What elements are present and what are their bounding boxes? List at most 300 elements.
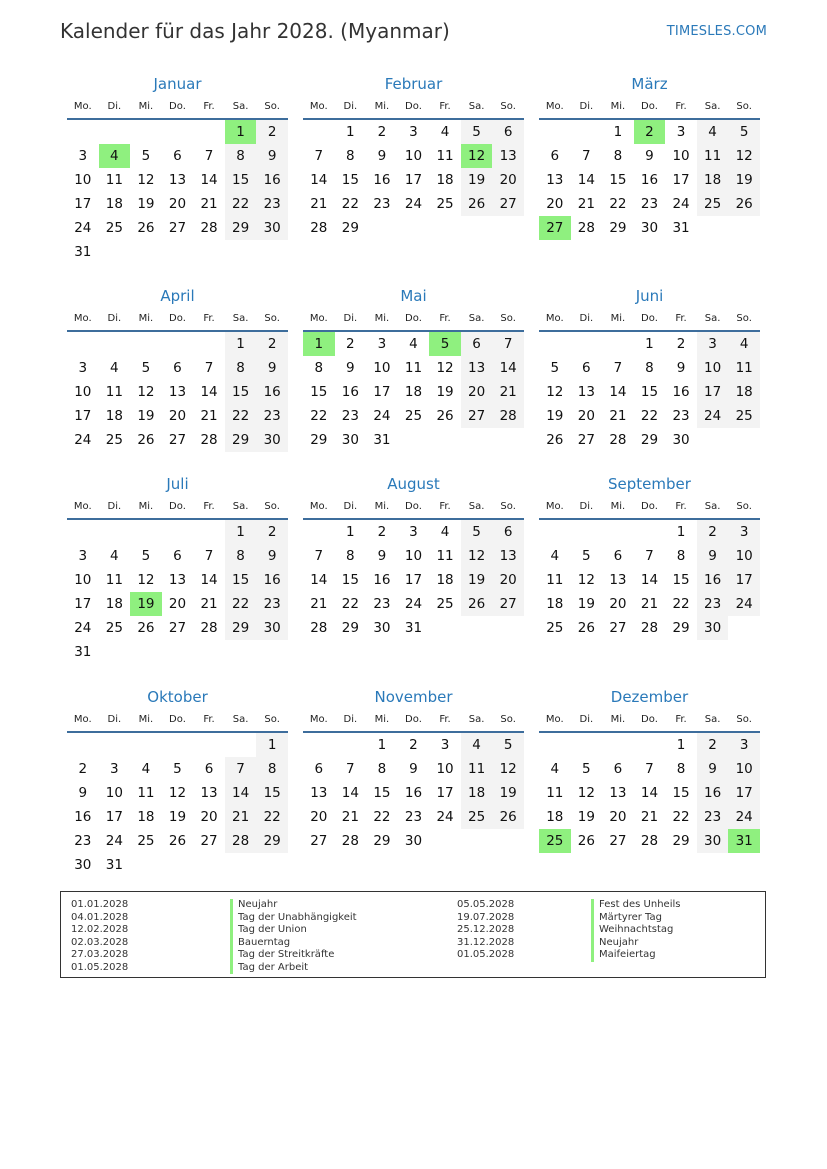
day-cell: 5 xyxy=(141,360,151,376)
day-cell: 9 xyxy=(256,544,288,568)
day-cell: 16 xyxy=(697,568,729,592)
day-cell: 24 xyxy=(74,432,92,448)
holiday-date: 05.05.2028 xyxy=(457,899,515,910)
day-cell: 27 xyxy=(168,432,187,448)
holiday-name: Neujahr xyxy=(230,899,357,912)
day-cell: 14 xyxy=(310,572,328,588)
day-cell: 6 xyxy=(173,360,182,376)
day-cell: 20 xyxy=(546,196,564,212)
day-cell: 24 xyxy=(74,220,92,236)
day-cell: 13 xyxy=(200,785,218,801)
day-cell: 1 xyxy=(225,520,257,544)
holiday-legend xyxy=(60,891,766,978)
empty-cell xyxy=(602,520,634,544)
weekday-label: Do. xyxy=(169,101,186,112)
empty-cell xyxy=(571,520,603,544)
day-cell: 23 xyxy=(373,196,391,212)
empty-cell xyxy=(193,520,225,544)
day-cell: 23 xyxy=(640,196,659,212)
day-cell: 29 xyxy=(672,620,690,636)
day-cell: 22 xyxy=(310,408,328,424)
weekday-header xyxy=(539,96,760,120)
day-cell: 7 xyxy=(613,360,623,376)
month-3 xyxy=(539,72,760,240)
weekday-label: Fr. xyxy=(203,313,215,324)
day-cell: 11 xyxy=(728,356,760,380)
day-cell: 25 xyxy=(546,620,564,636)
day-cell: 4 xyxy=(440,124,450,140)
day-cell: 7 xyxy=(204,148,214,164)
month-5 xyxy=(303,284,524,452)
weekday-label: Do. xyxy=(641,714,658,725)
weekday-label: So. xyxy=(500,313,516,324)
day-cell: 27 xyxy=(310,833,328,849)
day-cell: 26 xyxy=(577,620,595,636)
day-cell: 13 xyxy=(609,785,627,801)
weekday-header xyxy=(67,709,288,733)
holiday-name: Maifeiertag xyxy=(591,949,680,962)
day-cell: 6 xyxy=(492,520,524,544)
legend-dates-col1 xyxy=(71,899,128,974)
weekday-label: Sa. xyxy=(704,714,721,725)
day-grid xyxy=(67,733,288,877)
day-cell: 14 xyxy=(341,785,359,801)
day-cell: 8 xyxy=(676,548,686,564)
day-cell: 16 xyxy=(256,168,288,192)
day-cell: 10 xyxy=(728,757,760,781)
weekday-label: Di. xyxy=(107,501,122,512)
day-cell: 9 xyxy=(256,144,288,168)
day-cell: 3 xyxy=(697,332,729,356)
day-cell: 28 xyxy=(341,833,359,849)
day-cell: 5 xyxy=(141,148,151,164)
holiday-day-cell: 1 xyxy=(225,120,257,144)
weekday-header xyxy=(539,308,760,332)
empty-cell xyxy=(193,120,225,144)
weekday-header xyxy=(67,308,288,332)
weekday-label: Sa. xyxy=(704,313,721,324)
day-cell: 30 xyxy=(341,432,359,448)
day-cell: 3 xyxy=(110,761,119,777)
day-cell: 25 xyxy=(436,596,454,612)
day-cell: 18 xyxy=(728,380,760,404)
empty-cell xyxy=(571,733,603,757)
holiday-day-cell: 27 xyxy=(539,216,571,240)
day-cell: 28 xyxy=(310,620,328,636)
day-cell: 23 xyxy=(697,592,729,616)
day-cell: 25 xyxy=(137,833,155,849)
day-cell: 18 xyxy=(436,172,454,188)
day-cell: 30 xyxy=(697,829,729,853)
holiday-name: Tag der Streitkräfte xyxy=(230,949,357,962)
holiday-day-cell: 31 xyxy=(728,829,760,853)
day-cell: 27 xyxy=(609,620,627,636)
day-cell: 3 xyxy=(377,336,387,352)
day-cell: 18 xyxy=(105,196,123,212)
day-cell: 29 xyxy=(609,220,627,236)
holiday-day-cell: 2 xyxy=(634,120,666,144)
day-cell: 27 xyxy=(492,592,524,616)
day-cell: 5 xyxy=(550,360,560,376)
day-cell: 6 xyxy=(582,360,591,376)
day-grid xyxy=(67,120,288,264)
holiday-day-cell: 12 xyxy=(461,144,493,168)
day-cell: 4 xyxy=(728,332,760,356)
day-cell: 6 xyxy=(314,761,324,777)
holiday-date: 27.03.2028 xyxy=(71,949,129,960)
day-cell: 2 xyxy=(697,520,729,544)
weekday-label: So. xyxy=(264,313,280,324)
day-cell: 23 xyxy=(697,805,729,829)
day-cell: 24 xyxy=(672,196,690,212)
weekday-label: Di. xyxy=(343,714,358,725)
weekday-label: Mo. xyxy=(545,714,564,725)
day-cell: 5 xyxy=(141,548,151,564)
day-cell: 29 xyxy=(373,833,391,849)
empty-cell xyxy=(602,332,634,356)
holiday-name: Märtyrer Tag xyxy=(591,912,680,925)
weekday-label: Mo. xyxy=(545,101,564,112)
weekday-label: Mo. xyxy=(73,101,92,112)
day-cell: 24 xyxy=(404,596,423,612)
day-cell: 14 xyxy=(200,172,218,188)
day-cell: 16 xyxy=(697,781,729,805)
month-name: August xyxy=(387,475,440,493)
day-cell: 10 xyxy=(373,360,391,376)
day-cell: 21 xyxy=(609,408,627,424)
day-cell: 6 xyxy=(173,148,182,164)
empty-cell xyxy=(99,332,131,356)
brand-link[interactable]: TIMESLES.COM xyxy=(666,24,767,39)
weekday-label: Sa. xyxy=(704,101,721,112)
day-cell: 30 xyxy=(373,620,391,636)
day-cell: 12 xyxy=(577,785,595,801)
day-cell: 14 xyxy=(492,356,524,380)
day-cell: 21 xyxy=(577,196,595,212)
day-cell: 2 xyxy=(377,524,387,540)
day-cell: 26 xyxy=(137,620,155,636)
day-cell: 21 xyxy=(640,809,659,825)
holiday-day-cell: 1 xyxy=(303,332,335,356)
day-cell: 13 xyxy=(609,572,627,588)
day-cell: 12 xyxy=(728,144,760,168)
holiday-day-cell: 19 xyxy=(130,592,162,616)
month-7 xyxy=(67,472,288,664)
day-cell: 22 xyxy=(640,408,659,424)
weekday-label: Do. xyxy=(641,101,658,112)
weekday-label: Di. xyxy=(579,101,594,112)
month-name: Oktober xyxy=(147,688,208,706)
day-cell: 20 xyxy=(461,380,493,404)
day-cell: 21 xyxy=(310,196,328,212)
weekday-header xyxy=(67,496,288,520)
day-cell: 2 xyxy=(256,120,288,144)
day-cell: 4 xyxy=(141,761,151,777)
weekday-label: Di. xyxy=(579,501,594,512)
weekday-label: Sa. xyxy=(468,313,485,324)
weekday-label: Mi. xyxy=(138,101,154,112)
weekday-label: Do. xyxy=(641,501,658,512)
day-cell: 10 xyxy=(672,148,690,164)
day-cell: 11 xyxy=(436,148,454,164)
day-cell: 8 xyxy=(645,360,654,376)
day-cell: 15 xyxy=(672,572,690,588)
day-cell: 25 xyxy=(105,220,123,236)
day-cell: 1 xyxy=(676,737,686,753)
weekday-header xyxy=(539,496,760,520)
weekday-label: Mi. xyxy=(138,714,154,725)
day-cell: 10 xyxy=(74,172,92,188)
day-cell: 8 xyxy=(225,144,257,168)
day-cell: 24 xyxy=(105,833,123,849)
day-cell: 24 xyxy=(436,809,454,825)
day-cell: 10 xyxy=(728,544,760,568)
day-cell: 17 xyxy=(728,568,760,592)
weekday-header xyxy=(303,496,524,520)
day-cell: 11 xyxy=(697,144,729,168)
day-cell: 3 xyxy=(409,124,418,140)
day-cell: 28 xyxy=(200,432,218,448)
holiday-name: Weihnachtstag xyxy=(591,924,680,937)
day-cell: 10 xyxy=(404,548,423,564)
day-cell: 2 xyxy=(346,336,355,352)
month-4 xyxy=(67,284,288,452)
day-cell: 24 xyxy=(697,404,729,428)
weekday-label: Di. xyxy=(343,501,358,512)
day-cell: 4 xyxy=(697,120,729,144)
weekday-header xyxy=(539,709,760,733)
day-cell: 18 xyxy=(697,168,729,192)
day-cell: 16 xyxy=(640,172,659,188)
weekday-label: Mo. xyxy=(309,313,328,324)
day-cell: 11 xyxy=(546,785,564,801)
day-cell: 7 xyxy=(204,360,214,376)
day-cell: 8 xyxy=(225,356,257,380)
day-cell: 7 xyxy=(645,761,654,777)
day-cell: 16 xyxy=(256,568,288,592)
day-cell: 4 xyxy=(461,733,493,757)
weekday-label: Fr. xyxy=(203,501,215,512)
day-cell: 3 xyxy=(440,737,450,753)
weekday-label: Di. xyxy=(107,714,122,725)
day-cell: 1 xyxy=(346,124,355,140)
weekday-label: Do. xyxy=(405,501,422,512)
empty-cell xyxy=(303,120,335,144)
day-cell: 18 xyxy=(461,781,493,805)
day-grid xyxy=(303,520,524,640)
day-cell: 25 xyxy=(697,192,729,216)
day-cell: 18 xyxy=(137,809,155,825)
day-cell: 29 xyxy=(256,829,288,853)
empty-cell xyxy=(571,120,603,144)
day-cell: 11 xyxy=(105,172,123,188)
day-cell: 25 xyxy=(728,404,760,428)
day-cell: 23 xyxy=(256,404,288,428)
day-cell: 4 xyxy=(409,336,418,352)
day-cell: 22 xyxy=(609,196,627,212)
holiday-day-cell: 4 xyxy=(99,144,131,168)
day-cell: 15 xyxy=(341,172,359,188)
empty-cell xyxy=(162,520,194,544)
weekday-label: Sa. xyxy=(232,501,249,512)
weekday-label: Sa. xyxy=(232,714,249,725)
day-cell: 30 xyxy=(256,428,288,452)
day-cell: 2 xyxy=(676,336,686,352)
day-cell: 3 xyxy=(78,548,88,564)
day-cell: 11 xyxy=(546,572,564,588)
day-cell: 20 xyxy=(492,568,524,592)
empty-cell xyxy=(67,332,99,356)
day-cell: 6 xyxy=(461,332,493,356)
day-cell: 15 xyxy=(640,384,659,400)
day-cell: 7 xyxy=(225,757,257,781)
day-cell: 26 xyxy=(461,192,493,216)
day-cell: 26 xyxy=(168,833,187,849)
holiday-date: 12.02.2028 xyxy=(71,924,129,935)
day-cell: 8 xyxy=(613,148,623,164)
day-cell: 21 xyxy=(225,805,257,829)
day-cell: 27 xyxy=(609,833,627,849)
weekday-label: Mo. xyxy=(545,313,564,324)
weekday-label: Fr. xyxy=(439,101,451,112)
day-cell: 27 xyxy=(168,220,187,236)
day-cell: 28 xyxy=(640,833,659,849)
day-cell: 11 xyxy=(105,572,123,588)
day-cell: 12 xyxy=(436,360,454,376)
holiday-name: Fest des Unheils xyxy=(591,899,680,912)
day-cell: 27 xyxy=(492,192,524,216)
holiday-date: 01.05.2028 xyxy=(71,961,129,973)
day-cell: 20 xyxy=(200,809,218,825)
weekday-label: Mi. xyxy=(374,501,390,512)
day-cell: 20 xyxy=(168,408,187,424)
day-cell: 17 xyxy=(728,781,760,805)
month-6 xyxy=(539,284,760,452)
holiday-date: 01.01.2028 xyxy=(71,899,129,910)
day-cell: 2 xyxy=(256,520,288,544)
day-cell: 18 xyxy=(546,809,564,825)
weekday-label: Di. xyxy=(107,313,122,324)
weekday-label: Mo. xyxy=(73,714,92,725)
month-12 xyxy=(539,685,760,853)
holiday-date: 04.01.2028 xyxy=(71,911,129,923)
day-cell: 26 xyxy=(137,220,155,236)
weekday-label: So. xyxy=(736,714,752,725)
day-cell: 31 xyxy=(105,857,123,873)
weekday-label: Fr. xyxy=(675,714,687,725)
month-name: Juni xyxy=(635,287,664,305)
day-cell: 17 xyxy=(672,172,690,188)
day-cell: 15 xyxy=(310,384,328,400)
weekday-label: Do. xyxy=(405,313,422,324)
weekday-label: So. xyxy=(264,714,280,725)
weekday-label: Mi. xyxy=(138,501,154,512)
day-cell: 13 xyxy=(577,384,595,400)
day-cell: 5 xyxy=(582,548,591,564)
day-cell: 4 xyxy=(110,548,119,564)
holiday-name: Neujahr xyxy=(591,937,680,950)
day-cell: 24 xyxy=(728,592,760,616)
day-cell: 13 xyxy=(546,172,564,188)
day-cell: 15 xyxy=(341,572,359,588)
day-cell: 1 xyxy=(613,124,623,140)
empty-cell xyxy=(162,120,194,144)
day-cell: 23 xyxy=(256,592,288,616)
day-cell: 26 xyxy=(546,432,564,448)
weekday-label: Fr. xyxy=(439,501,451,512)
day-cell: 5 xyxy=(728,120,760,144)
day-cell: 11 xyxy=(404,360,423,376)
day-cell: 25 xyxy=(436,196,454,212)
day-cell: 17 xyxy=(74,408,92,424)
empty-cell xyxy=(571,332,603,356)
day-cell: 13 xyxy=(310,785,328,801)
day-cell: 26 xyxy=(577,833,595,849)
day-grid xyxy=(539,332,760,452)
day-cell: 28 xyxy=(609,432,627,448)
day-cell: 25 xyxy=(404,408,423,424)
weekday-label: Fr. xyxy=(675,313,687,324)
day-cell: 12 xyxy=(461,544,493,568)
day-cell: 10 xyxy=(697,356,729,380)
day-cell: 9 xyxy=(645,148,654,164)
day-cell: 14 xyxy=(200,572,218,588)
day-cell: 22 xyxy=(373,809,391,825)
weekday-label: Fr. xyxy=(439,714,451,725)
day-cell: 16 xyxy=(341,384,359,400)
legend-names-col2 xyxy=(591,899,680,962)
day-cell: 5 xyxy=(461,120,493,144)
weekday-label: So. xyxy=(500,714,516,725)
day-cell: 22 xyxy=(225,592,257,616)
holiday-name: Tag der Unabhängigkeit xyxy=(230,912,357,925)
day-cell: 20 xyxy=(492,168,524,192)
day-cell: 18 xyxy=(436,572,454,588)
weekday-label: So. xyxy=(736,101,752,112)
day-cell: 19 xyxy=(461,168,493,192)
day-cell: 10 xyxy=(404,148,423,164)
day-cell: 22 xyxy=(341,596,359,612)
day-cell: 26 xyxy=(137,432,155,448)
day-cell: 9 xyxy=(256,356,288,380)
day-cell: 5 xyxy=(461,520,493,544)
day-cell: 2 xyxy=(256,332,288,356)
day-cell: 13 xyxy=(492,544,524,568)
month-8 xyxy=(303,472,524,640)
day-cell: 3 xyxy=(78,360,88,376)
weekday-label: Mo. xyxy=(73,313,92,324)
day-cell: 21 xyxy=(200,196,218,212)
day-cell: 18 xyxy=(546,596,564,612)
day-cell: 23 xyxy=(256,192,288,216)
month-name: Dezember xyxy=(610,688,689,706)
weekday-label: Do. xyxy=(169,313,186,324)
day-cell: 23 xyxy=(341,408,359,424)
day-cell: 24 xyxy=(74,620,92,636)
day-cell: 22 xyxy=(672,809,690,825)
day-cell: 10 xyxy=(74,572,92,588)
weekday-label: Sa. xyxy=(232,313,249,324)
empty-cell xyxy=(193,332,225,356)
day-cell: 21 xyxy=(200,408,218,424)
weekday-label: Mi. xyxy=(610,101,626,112)
day-cell: 23 xyxy=(74,833,92,849)
day-cell: 19 xyxy=(168,809,187,825)
day-cell: 11 xyxy=(137,785,155,801)
day-cell: 6 xyxy=(550,148,560,164)
month-10 xyxy=(67,685,288,877)
holiday-date: 25.12.2028 xyxy=(457,924,515,935)
